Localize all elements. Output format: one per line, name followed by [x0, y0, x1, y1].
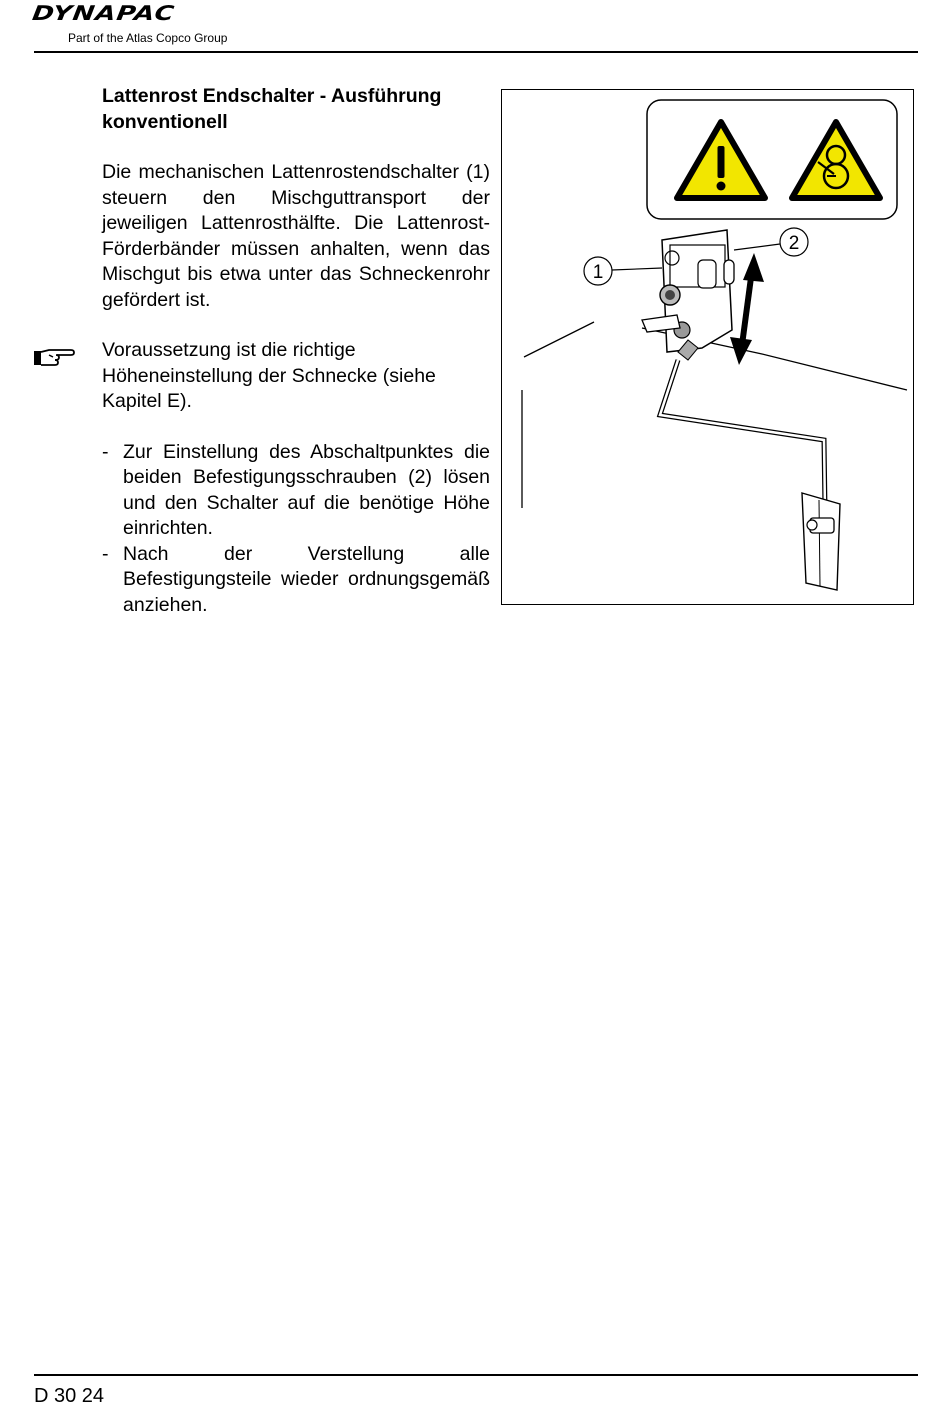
switch-rod: [660, 360, 840, 590]
limit-switch: [642, 230, 734, 360]
callout-1-leader: [612, 268, 662, 270]
list-item-text: Nach der Verstellung alle Befestigungsteile wieder ordnungsgemäß anziehen.: [123, 542, 490, 616]
header-rule: [34, 51, 918, 53]
page-identifier: D 30 24: [34, 1385, 105, 1407]
intro-paragraph: Die mechanischen Lattenrostendschalter (1) steuern den Mischguttransport der jeweiligen Lattenrosthälfte. Die Lattenrost-Förderbänder müssen anhalten, wenn das Mischgut bis etwa unter das Schneckenrohr gefördert ist.: [102, 161, 490, 311]
list-marker: -: [102, 542, 109, 565]
callout-2-label: 2: [788, 233, 800, 254]
brand-name: DYNAPAC: [30, 2, 177, 26]
switch-illustration: [501, 89, 914, 605]
adjustment-arrow: [730, 253, 764, 365]
list-item: [102, 440, 490, 542]
step-list: [102, 440, 490, 619]
brand-logo: [30, 2, 256, 46]
callout-2-leader: [734, 244, 780, 250]
pointing-hand-icon: [33, 345, 75, 369]
plate-edge: [524, 322, 594, 357]
list-item-text: Zur Einstellung des Abschaltpunktes die beiden Befestigungsschrauben (2) lösen und den Schalter auf die benötige Höhe einrichten.: [123, 440, 490, 539]
main-text-column: [102, 84, 490, 618]
callout-1-label: 1: [592, 262, 604, 283]
section-title: Lattenrost Endschalter - Ausführung konventionell: [102, 85, 442, 133]
note-paragraph: Voraussetzung ist die richtige Höheneinstellung der Schnecke (siehe Kapitel E).: [102, 339, 436, 412]
list-item: [102, 542, 490, 619]
list-marker: -: [102, 440, 109, 463]
brand-tagline: Part of the Atlas Copco Group: [68, 31, 228, 45]
footer-rule: [34, 1374, 918, 1376]
